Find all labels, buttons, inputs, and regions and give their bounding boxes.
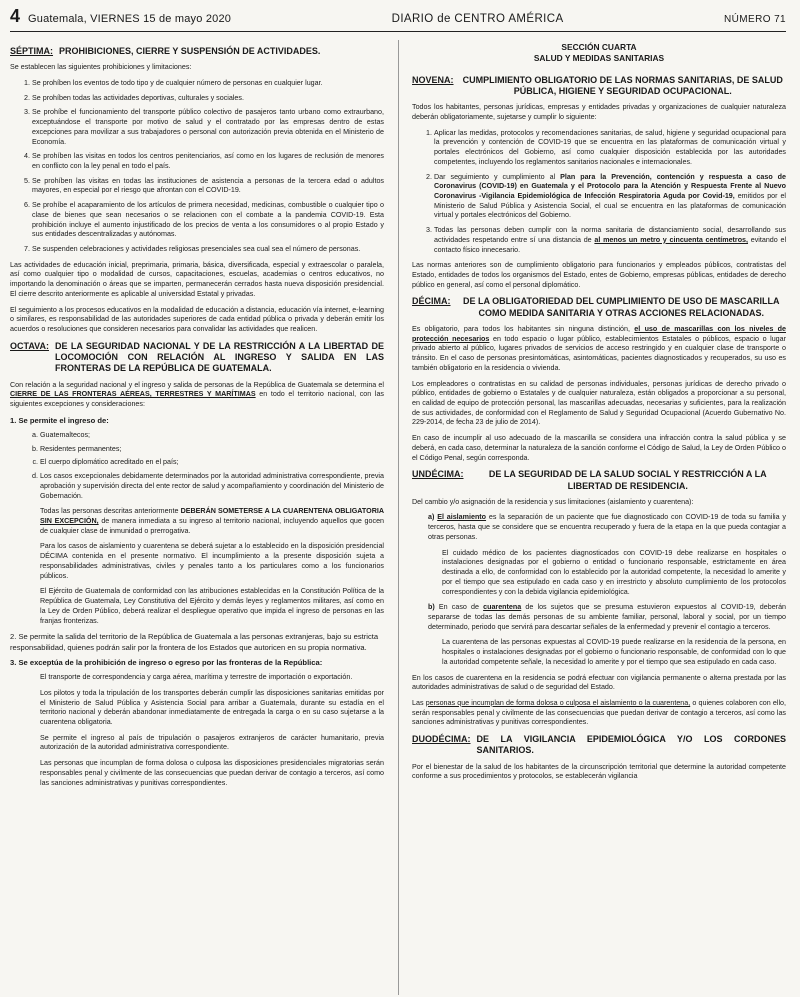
prohibitions-list bbox=[10, 79, 384, 255]
section-heading bbox=[412, 42, 786, 65]
text-run: En caso de bbox=[438, 603, 479, 612]
paragraph: La cuarentena de las personas expuestas al COVID-19 puede realizarse en la residencia de la persona, en hospitales o instalaciones designadas por el gobierno o funcionario responsable, de conformidad con lo que la autoridad competente señale, la necesidad lo amerite y por el tiempo que sea estipulado en cada caso. bbox=[442, 638, 786, 666]
article-title: DE LA SEGURIDAD NACIONAL Y DE LA RESTRICCIÓN A LA LIBERTAD DE LOCOMOCIÓN CON RELACIÓN AL INGRESO Y SALIDA EN LAS FRONTERAS DE LA REPÚBLICA DE GUATEMALA. bbox=[55, 340, 384, 374]
emphasis-text: cuarentena bbox=[483, 603, 522, 612]
article-key: DÉCIMA: bbox=[412, 296, 451, 307]
emphasis-text: Plan para la Prevención, contención y respuesta a caso de Coronavirus (COVID-19) en Guatemala y el Protocolo para la Atención y Respuesta Frente al Nuevo Coronavirus -Vigilancia Epidemiológica de Infección Respiratoria Aguda por Covid-19, bbox=[434, 172, 786, 200]
undecima-intro: Del cambio y/o asignación de la residencia y sus limitaciones (aislamiento y cuarentena): bbox=[412, 497, 694, 506]
list-item: 4. Se prohíben las visitas en todos los centros penitenciarios, así como en los lugares de reclusión de menores en conflicto con la ley penal en todo el país. bbox=[32, 152, 384, 171]
octava-intro bbox=[10, 381, 384, 410]
paragraph: En caso de incumplir al uso adecuado de la mascarilla se considera una infracción contra la salud pública y se deberá, en cada caso, determinar la naturaleza de la sanción conforme el Código de Salud, la Ley de Orden Público o el Código Penal, según corresponda. bbox=[412, 434, 786, 462]
novena-list bbox=[412, 129, 786, 256]
article-undecima-heading bbox=[412, 469, 786, 492]
paragraph: El seguimiento a los procesos educativos en la modalidad de educación a distancia, educación vía internet, e-learning o similares, es responsabilidad de las autoridades superiores de cada entidad pública o privada y deberán emitir los acuerdos o resoluciones que consideren necesarios para convalidar las actividades que realicen. bbox=[10, 305, 384, 334]
article-title: DE LA VIGILANCIA EPIDEMIOLÓGICA Y/O LOS CORDONES SANITARIOS. bbox=[476, 734, 786, 756]
undecima-penalty bbox=[412, 699, 786, 728]
list-item: b. Residentes permanentes; bbox=[40, 445, 384, 455]
item-label: b) bbox=[428, 603, 435, 612]
entry-list bbox=[10, 431, 384, 501]
text-run: Con relación a la seguridad nacional y el ingreso y salida de personas de la República de Guatemala se determina el bbox=[10, 380, 384, 389]
item-a bbox=[412, 513, 786, 542]
paragraph: Las actividades de educación inicial, preprimaria, primaria, básica, diversificada, especial y extraescolar o paralela, así como cualquier tipo o modalidad de cursos, capacitaciones, escuelas, academias o centros educativos, no importando la denominación o áreas que se imparten, permanecerán cerrados hasta nueva disposición presidencial. El cierre descrito anteriormente es aplicable al universidad Estatal y privadas. bbox=[10, 260, 384, 298]
emphasis-text: el uso de mascarillas con los niveles de protección necesarios bbox=[412, 324, 786, 343]
paragraph: Para los casos de aislamiento y cuarentena se deberá sujetar a lo establecido en la disposición presidencial DÉCIMA contenida en el presente normativo. El incumplimiento a la presente disposición sujeta a responsabilidades administrativas, civiles y penales tanto a los particulares como a los funcionarios públicos. bbox=[40, 542, 384, 580]
text-run: en todo espacio o lugar público, establecimientos Estatales o públicos, espacio o lugar privado abierto al público, lugares privados de servicios de acceso restringido y en cualquier clase de transporte o tránsito. En el caso de personas presintomáticas, asintomáticas, pacientes diagnosticados y recuperados, su uso es también obligatorio en la residencia o vivienda. bbox=[412, 334, 786, 372]
paragraph: Por el bienestar de la salud de los habitantes de la circunscripción territorial que determine la autoridad competente conforme a sus procedimientos y protocolos, se establecerán vigilancia bbox=[412, 762, 786, 781]
article-title: PROHIBICIONES, CIERRE Y SUSPENSIÓN DE ACTIVIDADES. bbox=[59, 46, 321, 56]
decima-paragraph-1 bbox=[412, 325, 786, 374]
text-run: o quienes colaboren con ello, serán responsables penal y civilmente de las consecuencias que puedan derivar de contagio a terceros, así como las sanciones administrativas y punitivas correspondientes. bbox=[412, 698, 786, 727]
list-item: 7. Se suspenden celebraciones y actividades religiosas presenciales sea cual sea el número de personas. bbox=[32, 245, 384, 255]
novena-intro: Todos los habitantes, personas jurídicas, empresas y entidades privadas y organizaciones de cualquier naturaleza deberán obligatoriamente, sujetarse y cumplir lo siguiente: bbox=[412, 103, 786, 121]
text-run: es la separación de un paciente que fue diagnosticado con COVID-19 de toda su familia y terceros, hasta que se considere que se encuentra recuperado y fuera de la etapa en la que pueda contagiar a otras personas. bbox=[428, 513, 786, 541]
text-run: Todas las personas deben cumplir con la norma sanitaria de distanciamiento social, desarrollando sus actividades respetando entre sí una distancia de bbox=[434, 226, 786, 244]
list-item: 1. Se prohíben los eventos de todo tipo y de cualquier número de personas en cualquier lugar. bbox=[32, 79, 384, 89]
list-item bbox=[434, 173, 786, 222]
text-run: Dar seguimiento y cumplimiento al bbox=[434, 172, 556, 181]
header-date: Guatemala, VIERNES 15 de mayo 2020 bbox=[28, 13, 232, 25]
article-title: CUMPLIMIENTO OBLIGATORIO DE LAS NORMAS SANITARIAS, DE SALUD PÚBLICA, HIGIENE Y SEGURIDAD OCUPACIONAL. bbox=[462, 74, 783, 96]
text-run: en todo el territorio nacional, con las siguientes excepciones y consideraciones: bbox=[10, 390, 384, 408]
emphasis-text: SIN EXCEPCIÓN, bbox=[40, 517, 99, 526]
paragraph: El transporte de correspondencia y carga aérea, marítima y terrestre de importación o exportación. bbox=[40, 673, 353, 682]
emphasis-text: al menos un metro y cincuenta centímetros, bbox=[594, 235, 749, 244]
text-run: de manera inmediata a su ingreso al territorio nacional, incluyendo aquellos que gocen de cualquier clase de inmunidad o prerrogativa. bbox=[40, 517, 384, 535]
paragraph: Se permite el ingreso al país de tripulación o pasajeros extranjeros de carácter humanitario, previa autorización de la autoridad administrativa correspondiente. bbox=[40, 733, 384, 752]
emphasis-text: El aislamiento bbox=[437, 513, 487, 522]
subsection-heading: 1. Se permite el ingreso de: bbox=[10, 415, 109, 425]
text-run: de los sujetos que se presuma estuvieron expuestos al COVID-19, deberán separarse de todas las demás personas de su ambiente familiar, personal, laboral y social, por un tiempo determinado, periodo que servirá para descartar señales de la enfermedad y prevenir el contagio a terceros. bbox=[428, 603, 786, 631]
article-septima-heading bbox=[10, 46, 384, 57]
emphasis-text: DEBERÁN SOMETERSE A LA CUARENTENA OBLIGATORIA bbox=[180, 507, 384, 516]
list-item: 3. Se prohíbe el funcionamiento del transporte público colectivo de pasajeros tanto urbano como extraurbano, exceptuándose el transporte por motivo de salud y el contratado por las empresas dentro de estas excepciones para movilizar a sus trabajadores o personal con autorización previa obtenida en el Ministerio de Economía. bbox=[32, 108, 384, 147]
list-item: 1. Aplicar las medidas, protocolos y recomendaciones sanitarias, de salud, higiene y seguridad ocupacional para la prevención y contención de COVID-19 que se encuentra en las plataformas de comunicación virtual y portales electrónicos del Gobierno, así como cualquier disposición establecida por las autoridades competentes, incluyendo los reglamentos sanitarios nacionales e internacionales. bbox=[434, 129, 786, 168]
article-duodecima-heading bbox=[412, 734, 786, 757]
section-title: SECCIÓN CUARTA bbox=[561, 42, 637, 52]
list-item: c. El cuerpo diplomático acreditado en el país; bbox=[40, 458, 384, 468]
section-subtitle: SALUD Y MEDIDAS SANITARIAS bbox=[533, 53, 665, 64]
page-header bbox=[10, 6, 786, 32]
article-key: OCTAVA: bbox=[10, 340, 49, 351]
paragraph: Los empleadores o contratistas en su calidad de personas individuales, personas jurídicas de derecho privado o público, entidades de gobierno o Estatales y de cualquier naturaleza, están obligados a proporcionar a su personal, en calidad de equipo de protección personal, las mascarillas adecuadas, necesarias y suficientes, para la realización de sus actividades, de conformidad con el Reglamento de Salud y Seguridad Ocupacional (Acuerdo Gubernativo No. 229-2014, de fecha 23 de julio de 2014). bbox=[412, 379, 786, 427]
list-item: 6. Se prohíbe el acaparamiento de los artículos de primera necesidad, medicinas, combustible o cualquier tipo o clase de bienes que sean necesarios o se relacionen con el combate a la pandemia COVID-19. Esta prohibición incluye el aumento injustificado de los precios de venta a los consumidores o al propio Estado y sus entidades descentralizadas y autónomas. bbox=[32, 201, 384, 240]
emphasis-text: personas que incumplan de forma dolosa o culposa el aislamiento o la cuarentena, bbox=[425, 698, 691, 707]
paragraph: En los casos de cuarentena en la residencia se podrá efectuar con vigilancia permanente o alterna prestada por las autoridades administrativas de salud o de seguridad del Estado. bbox=[412, 673, 786, 692]
header-left bbox=[10, 6, 231, 27]
list-item: 5. Se prohíben las visitas en todas las instituciones de asistencia a personas de la tercera edad o adultos mayores, en especial por el riesgo que afrontan con el COVID-19. bbox=[32, 177, 384, 196]
paragraph: Las normas anteriores son de cumplimiento obligatorio para funcionarios y empleados públicos, contratistas del Estado, entidades de todos los organismos del Estado, entes de Gobierno, empresas públicas, entidades de derecho público en general, así como el personal diplomático. bbox=[412, 261, 786, 289]
emphasis-text: CIERRE DE LAS FRONTERAS AÉREAS, TERRESTRES Y MARÍTIMAS bbox=[10, 390, 256, 399]
newspaper-name: DIARIO de CENTRO AMÉRICA bbox=[391, 13, 564, 25]
text-run: evitando el contacto físico innecesario. bbox=[434, 235, 786, 254]
text-run: Las bbox=[412, 698, 424, 707]
page-number: 4 bbox=[10, 6, 21, 26]
quarantine-paragraph bbox=[10, 507, 384, 536]
list-item bbox=[434, 226, 786, 255]
article-key: UNDÉCIMA: bbox=[412, 469, 464, 480]
text-run: emitidos por el Ministerio de Salud Pública y Asistencia Social, el cual se encuentra en las plataformas de comunicación virtual y portales electrónicos del Gobierno. bbox=[434, 191, 786, 220]
list-item: 2. Se prohíben todas las actividades deportivas, culturales y sociales. bbox=[32, 94, 384, 104]
paragraph: El cuidado médico de los pacientes diagnosticados con COVID-19 debe realizarse en hospitales o instalaciones designadas por el gobierno o entidad o funcionario responsable, estrictamente en área destinada a ello, de conformidad con lo establecido por la autoridad competente, la necesidad lo amerite y por el tiempo que sea estipulado en cada caso y en irrestricto y absoluto cumplimiento de los protocolos correspondientes y con la debida vigilancia epidemiológica. bbox=[442, 548, 786, 596]
item-label: a) bbox=[428, 513, 435, 522]
article-title: DE LA OBLIGATORIEDAD DEL CUMPLIMIENTO DE USO DE MASCARILLA COMO MEDIDA SANITARIA Y OTRAS ACCIONES RELACIONADAS. bbox=[462, 296, 780, 318]
right-column bbox=[398, 40, 786, 995]
text-run: Es obligatorio, para todos los habitantes sin ninguna distinción, bbox=[412, 324, 630, 333]
left-column bbox=[10, 40, 384, 995]
article-key: SÉPTIMA: bbox=[10, 46, 54, 56]
columns bbox=[10, 40, 786, 995]
paragraph: Los pilotos y toda la tripulación de los transportes deberán cumplir las disposiciones sanitarias emitidas por el Ministerio de Salud Pública y Asistencia Social para arribar a Guatemala, durante su estadía en el territorio nacional y deberán abandonar inmediatamente de entregada la carga o en su caso sujetarse a la cuarentena obligatoria. bbox=[40, 688, 384, 727]
article-novena-heading bbox=[412, 75, 786, 98]
article-octava-heading bbox=[10, 341, 384, 375]
article-title: DE LA SEGURIDAD DE LA SALUD SOCIAL Y RESTRICCIÓN A LA LIBERTAD DE RESIDENCIA. bbox=[488, 469, 767, 491]
paragraph: Las personas que incumplan de forma dolosa o culposa las disposiciones presidenciales migratorias serán responsables penal y civilmente de las consecuencias que puedan derivar de contagio a terceros, así como las sanciones administrativas y punitivas correspondientes. bbox=[40, 759, 384, 787]
list-item: a. Guatemaltecos; bbox=[40, 431, 384, 441]
subsection-heading: 2. Se permite la salida del territorio de la República de Guatemala a las personas extranjeras, bajo su estricta responsabilidad, quienes podrán salir por la frontera de los Estados que autoricen en su propia normativa. bbox=[10, 632, 379, 652]
issue-number: NÚMERO 71 bbox=[724, 14, 786, 25]
septima-intro: Se establecen las siguientes prohibiciones y limitaciones: bbox=[10, 63, 192, 72]
item-b bbox=[412, 603, 786, 632]
article-key: DUODÉCIMA: bbox=[412, 734, 471, 745]
subsection-heading: 3. Se exceptúa de la prohibición de ingreso o egreso por las fronteras de la República: bbox=[10, 657, 323, 667]
text-run: Todas las personas descritas anteriormente bbox=[40, 507, 179, 516]
list-item: d. Los casos excepcionales debidamente determinados por la autoridad administrativa correspondiente, previa aprobación y supervisión directa del ente rector de salud y acompañamiento y coordinación del Ministerio de Gobernación. bbox=[40, 472, 384, 501]
paragraph: El Ejército de Guatemala de conformidad con las atribuciones establecidas en la Constitución Política de la República de Guatemala, Ley Constitutiva del Ejército y demás leyes y reglamentos militares, así como en la Ley de Orden Público, deberá realizar el despliegue operativo que impida el ingreso de personas en las franjas fronterizas. bbox=[40, 587, 384, 625]
article-decima-heading bbox=[412, 296, 786, 319]
article-key: NOVENA: bbox=[412, 74, 454, 85]
